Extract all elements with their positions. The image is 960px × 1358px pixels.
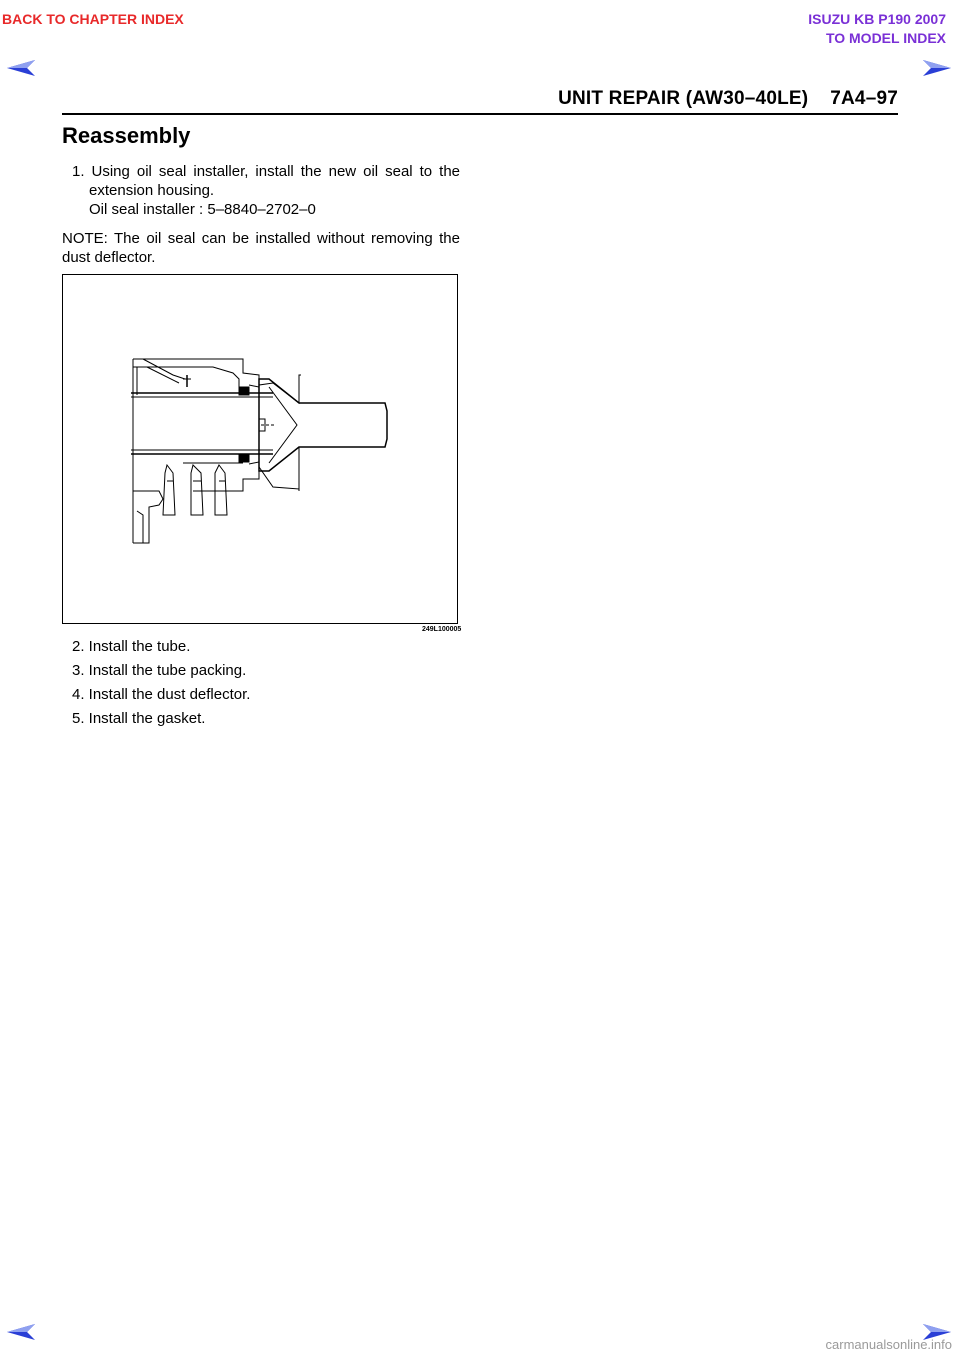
model-title-link[interactable]: ISUZU KB P190 2007 xyxy=(808,11,946,27)
section-title: Reassembly xyxy=(62,123,191,148)
step-1-text: 1. Using oil seal installer, install the new oil seal to the extension housing. xyxy=(72,163,460,199)
oil-seal-installer-figure xyxy=(62,274,458,624)
header-divider xyxy=(62,113,898,115)
header-page-number: 7A4–97 xyxy=(830,88,898,109)
page-header xyxy=(558,88,898,110)
step-2: 2. Install the tube. xyxy=(72,638,191,655)
back-to-chapter-index-link[interactable]: BACK TO CHAPTER INDEX xyxy=(2,11,184,27)
oil-seal-installation-diagram xyxy=(63,275,457,623)
header-title: UNIT REPAIR (AW30–40LE) xyxy=(558,88,809,109)
step-1-tool: Oil seal installer : 5–8840–2702–0 xyxy=(89,201,316,218)
note-text: NOTE: The oil seal can be installed without removing the dust deflector. xyxy=(62,230,460,266)
next-page-arrow-icon[interactable] xyxy=(922,58,952,78)
figure-code: 249L100005 xyxy=(422,626,462,633)
to-model-index-link[interactable]: TO MODEL INDEX xyxy=(825,30,946,46)
watermark: carmanualsonline.info xyxy=(825,1337,952,1352)
prev-page-arrow-icon[interactable] xyxy=(6,58,36,78)
step-3: 3. Install the tube packing. xyxy=(72,662,247,679)
step-4: 4. Install the dust deflector. xyxy=(72,686,251,703)
step-5: 5. Install the gasket. xyxy=(72,710,206,727)
step-1 xyxy=(72,162,460,219)
prev-page-arrow-icon[interactable] xyxy=(6,1322,36,1342)
